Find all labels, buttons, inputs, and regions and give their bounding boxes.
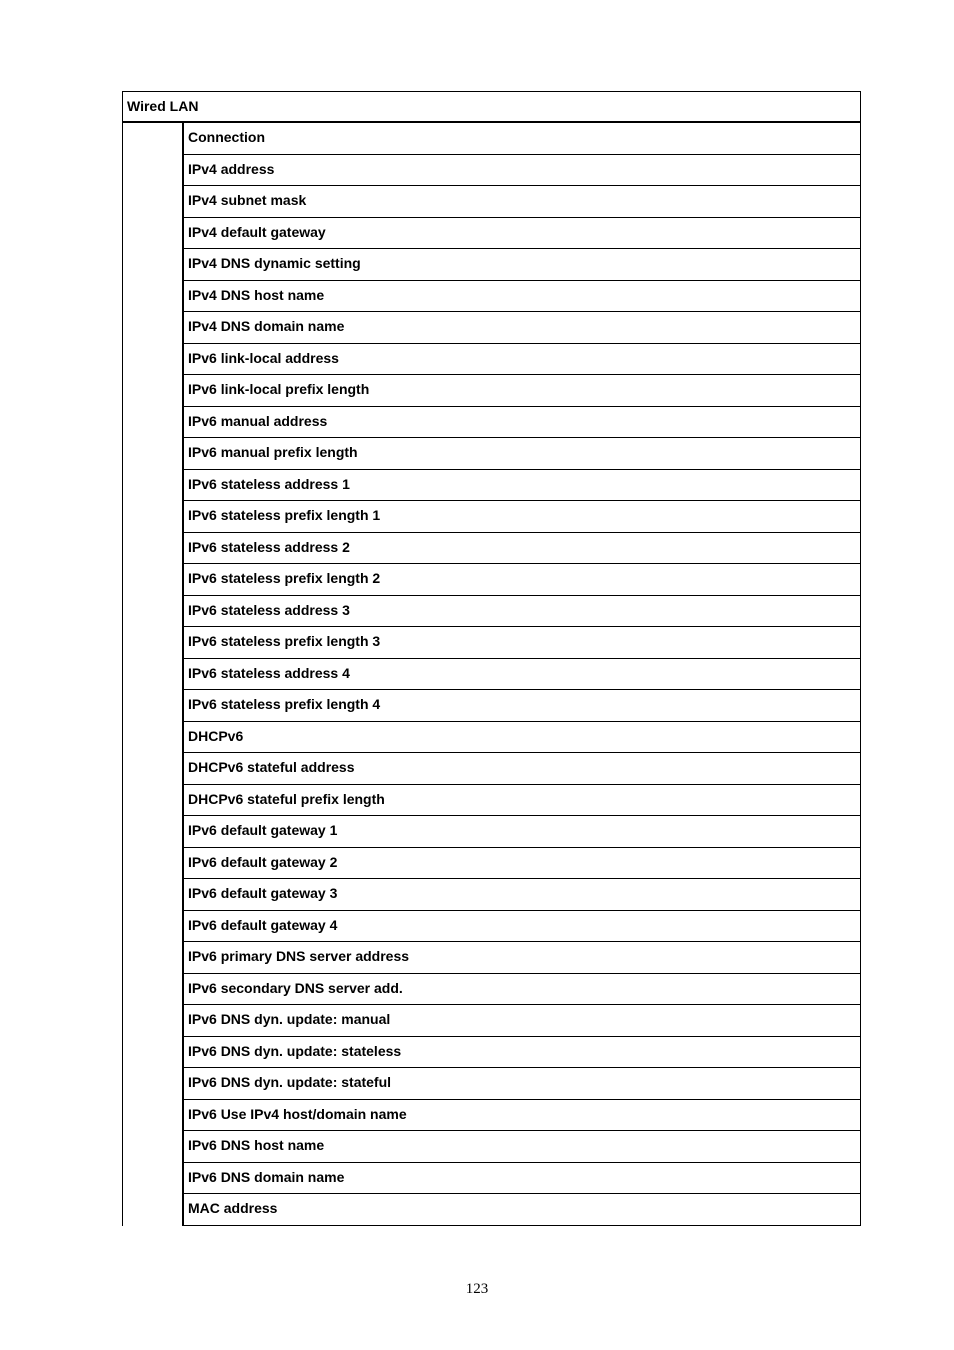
section-header-wired-lan: Wired LAN <box>122 91 861 123</box>
setting-row: IPv6 stateless address 3 <box>184 596 860 628</box>
setting-row: IPv4 default gateway <box>184 218 860 250</box>
setting-row: IPv6 stateless address 2 <box>184 533 860 565</box>
setting-row: IPv6 stateless prefix length 3 <box>184 627 860 659</box>
setting-row: Connection <box>184 123 860 155</box>
page-number: 123 <box>465 1281 489 1297</box>
setting-row: DHCPv6 stateful address <box>184 753 860 785</box>
setting-row: IPv6 primary DNS server address <box>184 942 860 974</box>
setting-row: IPv6 link-local prefix length <box>184 375 860 407</box>
setting-row: IPv6 stateless prefix length 2 <box>184 564 860 596</box>
setting-row: IPv6 manual prefix length <box>184 438 860 470</box>
setting-row: IPv6 stateless prefix length 4 <box>184 690 860 722</box>
setting-row: IPv6 stateless address 1 <box>184 470 860 502</box>
setting-row: IPv6 default gateway 2 <box>184 848 860 880</box>
setting-row: IPv4 DNS domain name <box>184 312 860 344</box>
setting-row: IPv6 Use IPv4 host/domain name <box>184 1100 860 1132</box>
setting-row: IPv6 DNS dyn. update: stateless <box>184 1037 860 1069</box>
setting-row: DHCPv6 stateful prefix length <box>184 785 860 817</box>
setting-row: IPv4 DNS host name <box>184 281 860 313</box>
left-rule <box>122 123 123 1226</box>
setting-row: IPv6 DNS dyn. update: stateful <box>184 1068 860 1100</box>
setting-row: MAC address <box>184 1194 860 1226</box>
setting-row: IPv6 default gateway 4 <box>184 911 860 943</box>
setting-row: IPv6 default gateway 3 <box>184 879 860 911</box>
setting-row: IPv6 stateless address 4 <box>184 659 860 691</box>
setting-row: IPv6 link-local address <box>184 344 860 376</box>
setting-items-list <box>182 123 861 1226</box>
setting-row: IPv6 manual address <box>184 407 860 439</box>
setting-row: IPv4 DNS dynamic setting <box>184 249 860 281</box>
section-body <box>122 123 861 1226</box>
setting-row: IPv4 subnet mask <box>184 186 860 218</box>
setting-row: IPv6 DNS host name <box>184 1131 860 1163</box>
setting-row: IPv4 address <box>184 155 860 187</box>
setting-row: IPv6 default gateway 1 <box>184 816 860 848</box>
settings-table <box>122 91 861 1226</box>
setting-row: DHCPv6 <box>184 722 860 754</box>
setting-row: IPv6 DNS dyn. update: manual <box>184 1005 860 1037</box>
setting-row: IPv6 secondary DNS server add. <box>184 974 860 1006</box>
setting-row: IPv6 DNS domain name <box>184 1163 860 1195</box>
setting-row: IPv6 stateless prefix length 1 <box>184 501 860 533</box>
